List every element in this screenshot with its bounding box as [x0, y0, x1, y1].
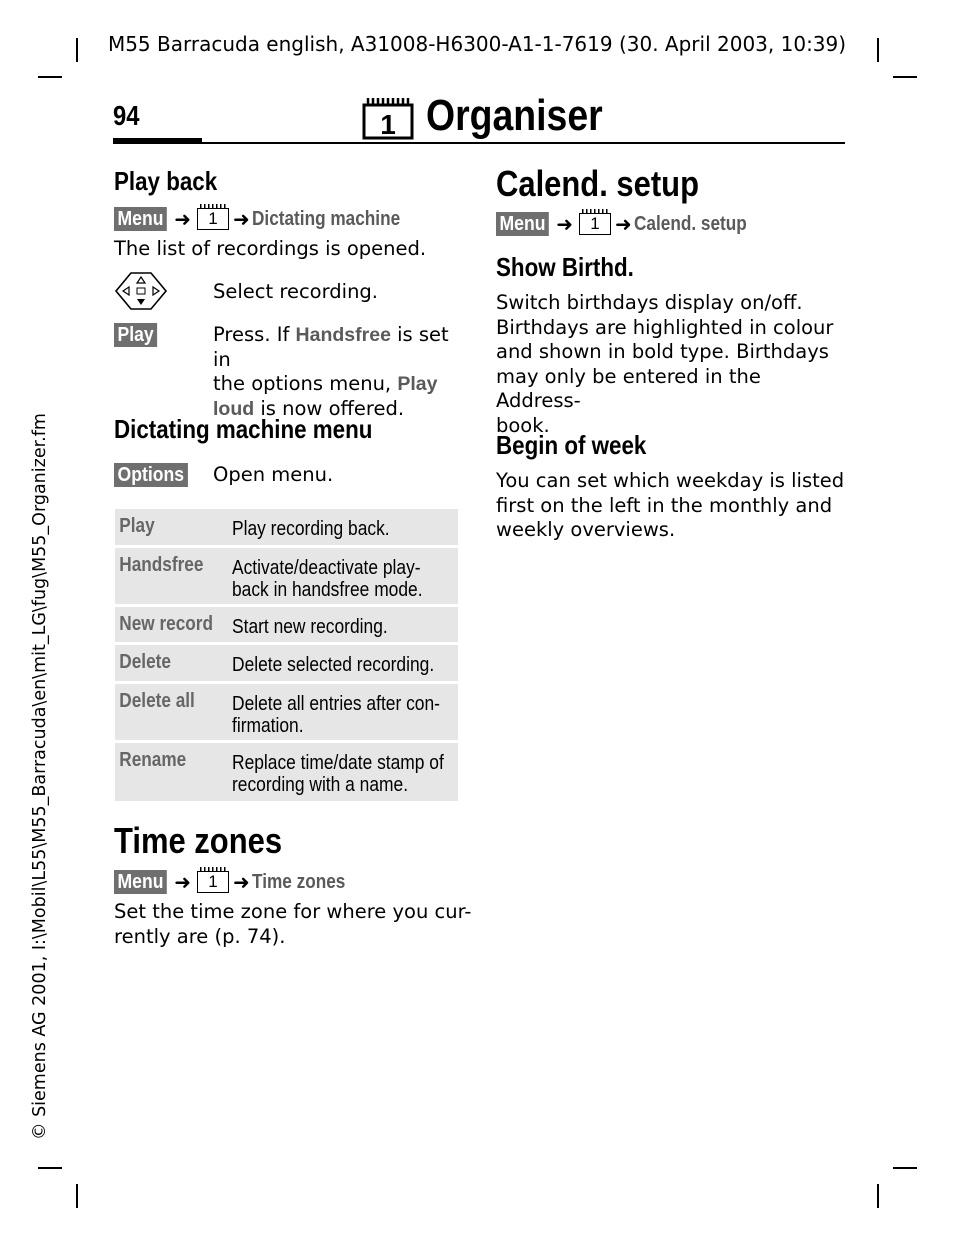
nav-target: Calend. setup	[633, 212, 747, 235]
begin-of-week-text: You can set which weekday is listed first on the left in the monthly and weekly overviews.	[496, 469, 845, 541]
option-desc: Play recording back.	[232, 518, 390, 540]
options-table	[115, 509, 458, 804]
heading-calend-setup: Calend. setup	[496, 163, 700, 204]
option-desc: Replace time/date stamp of recording with a name.	[232, 752, 444, 796]
options-text: Open menu.	[213, 463, 334, 486]
calendar-icon: 1	[197, 871, 229, 893]
heading-begin-of-week: Begin of week	[496, 430, 647, 460]
option-desc: Delete all entries after con- firmation.	[232, 693, 440, 737]
options-softkey: Options	[114, 463, 188, 487]
table-row	[115, 645, 458, 681]
option-desc: Delete selected recording.	[232, 654, 435, 676]
table-row	[115, 548, 458, 604]
select-recording-text: Select recording.	[213, 280, 378, 303]
sidebar-footer-path: © Siemens AG 2001, I:\Mobil\L55\M55_Barracuda\en\mit_LG\fug\M55_Organizer.fm	[30, 413, 50, 1140]
handsfree-option: Handsfree	[295, 324, 391, 346]
heading-time-zones: Time zones	[114, 820, 283, 861]
play-back-intro: The list of recordings is opened.	[114, 237, 427, 260]
chapter-title: Organiser	[426, 91, 603, 140]
crop-mark	[877, 1184, 879, 1208]
crop-mark	[893, 76, 917, 78]
crop-mark	[76, 1184, 78, 1208]
option-key: Rename	[119, 749, 187, 771]
table-row	[115, 743, 458, 801]
menu-softkey: Menu	[114, 207, 167, 231]
option-desc: Start new recording.	[232, 616, 388, 638]
heading-dictating-menu: Dictating machine menu	[114, 414, 373, 444]
play-softkey: Play	[114, 323, 157, 347]
crop-mark	[38, 1167, 62, 1169]
time-zones-text: Set the time zone for where you cur- rently are (p. 74).	[114, 900, 472, 948]
crop-mark	[38, 76, 62, 78]
calendar-icon	[362, 96, 414, 140]
option-key: Play	[119, 515, 155, 537]
heading-play-back: Play back	[114, 166, 218, 196]
menu-softkey: Menu	[496, 212, 549, 236]
nav-path-calend-setup	[496, 211, 765, 237]
arrow-icon: ➜	[174, 207, 191, 231]
arrow-icon: ➜	[232, 870, 250, 894]
nav-path-play-back	[114, 206, 424, 232]
table-row	[115, 684, 458, 740]
arrow-icon: ➜	[232, 207, 250, 231]
nav-path-time-zones	[114, 869, 360, 895]
arrow-icon: ➜	[174, 870, 191, 894]
heading-show-birthd: Show Birthd.	[496, 252, 634, 282]
nav-target: Time zones	[251, 870, 346, 893]
calendar-icon-digit: 1	[380, 109, 396, 140]
nav-target: Dictating machine	[251, 207, 400, 230]
table-row	[115, 607, 458, 642]
option-key: Handsfree	[119, 554, 204, 576]
crop-mark	[893, 1167, 917, 1169]
calendar-icon: 1	[579, 213, 611, 235]
play-press-text: Press. If Handsfree is set in the options menu, Play loud is now offered.	[213, 323, 449, 420]
show-birthd-text: Switch birthdays display on/off. Birthdays are highlighted in colour and shown in bold type. Birthdays may only be entered in the Address- book.	[496, 291, 834, 437]
option-desc: Activate/deactivate play- back in handsfree mode.	[232, 557, 423, 601]
menu-softkey: Menu	[114, 870, 167, 894]
page-number: 94	[113, 100, 140, 131]
loud-option: loud	[213, 397, 255, 420]
calendar-icon: 1	[197, 208, 229, 230]
option-key: New record	[119, 613, 213, 635]
arrow-icon: ➜	[614, 212, 632, 236]
chapter-title-block	[362, 88, 634, 144]
arrow-icon: ➜	[556, 212, 573, 236]
option-key: Delete all	[119, 690, 195, 712]
running-title: M55 Barracuda english, A31008-H6300-A1-1-7619 (30. April 2003, 10:39)	[107, 32, 847, 56]
play-option: Play	[397, 373, 438, 395]
table-row	[115, 509, 458, 545]
option-key: Delete	[119, 651, 171, 673]
navigation-key-icon	[114, 270, 168, 316]
